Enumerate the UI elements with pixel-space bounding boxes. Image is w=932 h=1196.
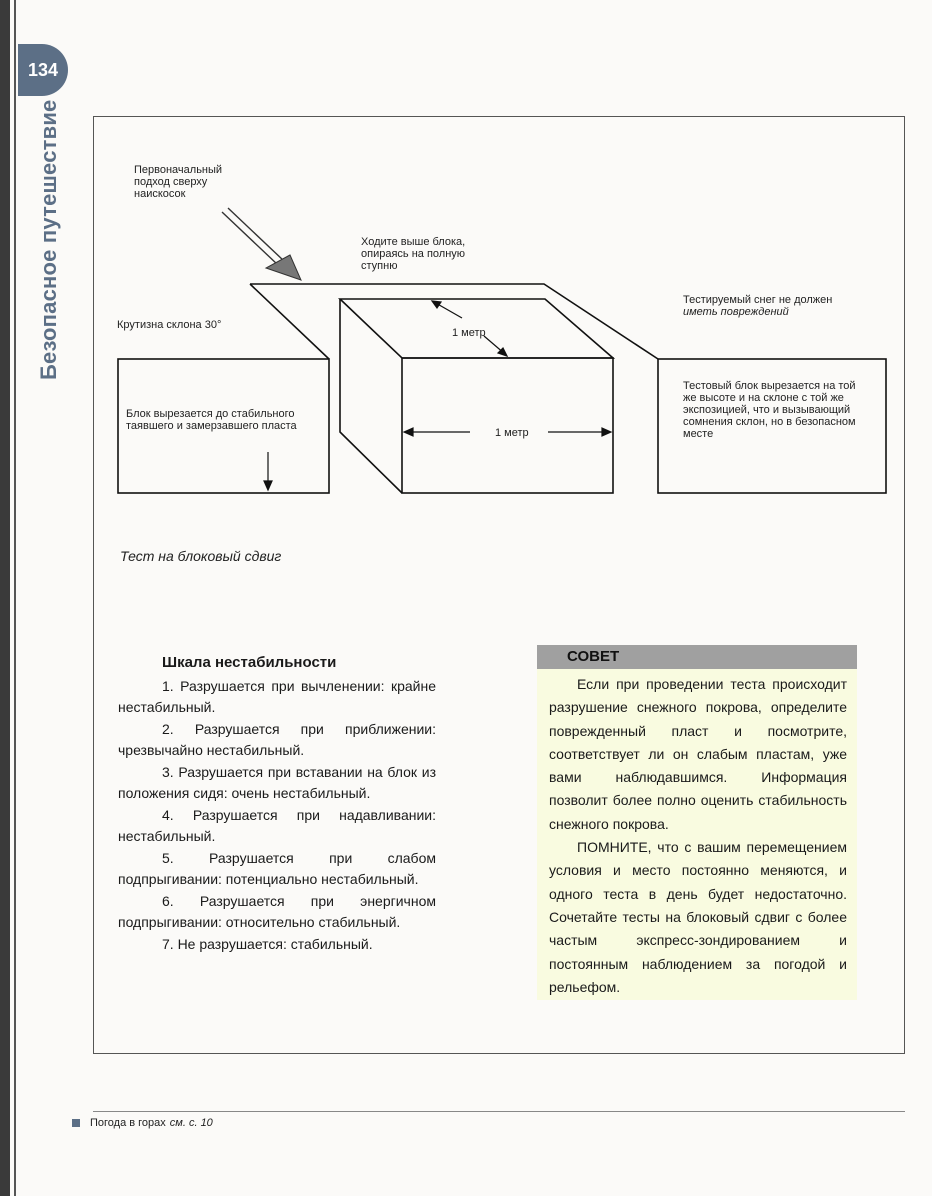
label-undisturbed <box>683 294 832 318</box>
label-approach <box>134 164 222 200</box>
label-test-block-line: Тестовый блок вырезается на той <box>683 380 856 392</box>
label-walk-line: ступню <box>361 260 398 272</box>
figure-caption: Тест на блоковый сдвиг <box>120 548 282 564</box>
label-test-block-line: сомнения склон, но в безопасном <box>683 416 856 428</box>
label-test-block-line: же высоте и на склоне с той же <box>683 392 844 404</box>
label-undisturbed-line: иметь повреждений <box>683 306 789 318</box>
bullet-square-icon <box>72 1119 80 1127</box>
scale-item: 5. Разрушается при слабом подпрыгивании: потенциально нестабильный. <box>118 849 436 887</box>
label-cut-line: Блок вырезается до стабильного <box>126 408 295 420</box>
scale-item: 4. Разрушается при надавливании: нестабильный. <box>118 806 436 844</box>
label-approach-line: Первоначальный <box>134 164 223 176</box>
advice-box <box>537 645 857 1000</box>
label-cut-line: таявшего и замерзавшего пласта <box>126 420 297 432</box>
advice-title: СОВЕТ <box>537 645 857 669</box>
slope-line-left <box>250 284 329 359</box>
scale-item: 2. Разрушается при приближении: чрезвычайно нестабильный. <box>118 720 436 758</box>
scale-item: 3. Разрушается при вставании на блок из положения сидя: очень нестабильный. <box>118 763 436 801</box>
label-test-block <box>683 380 856 440</box>
instability-scale <box>118 652 436 955</box>
scale-item: 6. Разрушается при энергичном подпрыгивании: относительно стабильный. <box>118 892 436 930</box>
label-walk-line: Ходите выше блока, <box>361 236 466 248</box>
label-approach-line: подход сверху <box>134 176 208 188</box>
slope-top-edge <box>250 284 658 359</box>
label-test-block-line: экспозицией, что и вызывающий <box>683 404 851 416</box>
footer-divider <box>93 1111 905 1112</box>
cut-depth-arrow <box>264 452 272 490</box>
label-approach-line: наискосок <box>134 188 186 200</box>
top-dimension-arrow <box>484 336 507 356</box>
advice-body <box>537 669 857 999</box>
scale-title: Шкала нестабильности <box>162 654 337 671</box>
advice-paragraph: ПОМНИТЕ, что с вашим перемещением условия и место постоянно меняются, и одного теста в день будет недостаточно. Сочетайте тесты на блоковый сдвиг с более частым экспресс-зондированием и постоянным наблюдением за погодой и рельефом. <box>549 839 847 995</box>
advice-paragraph: Если при проведении теста происходит разрушение снежного покрова, определите поврежденный пласт и посмотрите, соответствует ли он слабым пластам, уже вами наблюдавшимся. Информация позволит более полно оценить стабильность снежного покрова. <box>549 676 847 832</box>
label-slope: Крутизна склона 30° <box>117 319 222 331</box>
footer-reference <box>72 1117 213 1129</box>
label-cut <box>126 408 297 432</box>
footer-text: Погода в горах <box>90 1117 166 1129</box>
footer-page-ref: см. с. 10 <box>169 1117 213 1129</box>
section-title-vertical: Безопасное путешествие <box>36 99 61 380</box>
page-number: 134 <box>27 59 59 80</box>
walk-arrow <box>432 301 462 318</box>
label-one-meter-top: 1 метр <box>452 327 486 339</box>
label-walk-line: опираясь на полную <box>361 248 466 260</box>
scale-item: 1. Разрушается при вычленении: крайне нестабильный. <box>118 677 436 715</box>
test-block-front <box>402 358 613 493</box>
label-test-block-line: месте <box>683 428 714 440</box>
approach-arrow <box>222 208 301 280</box>
label-undisturbed-line: Тестируемый снег не должен <box>683 294 833 306</box>
scale-item: 7. Не разрушается: стабильный. <box>162 935 373 952</box>
label-one-meter-front: 1 метр <box>492 427 532 439</box>
label-walk <box>361 236 465 272</box>
